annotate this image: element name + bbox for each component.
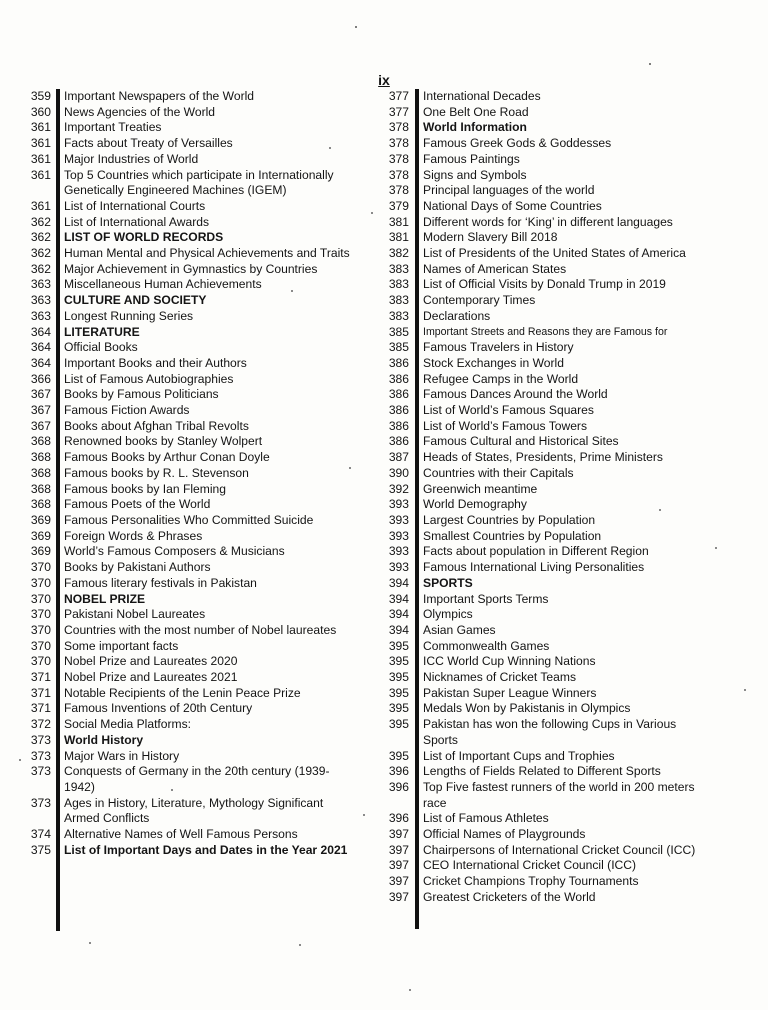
entry-page-number: 386 <box>388 434 409 449</box>
entry-title: Famous Poets of the World <box>64 497 211 512</box>
toc-entry <box>382 293 712 309</box>
entry-title: News Agencies of the World <box>64 104 216 119</box>
toc-entry <box>20 152 360 168</box>
entry-page-number: 367 <box>30 387 51 402</box>
entry-title: Countries with their Capitals <box>423 465 574 480</box>
entry-title: Famous Travelers in History <box>423 340 574 355</box>
entry-page-number: 362 <box>30 230 51 245</box>
entry-title: Major Wars in History <box>64 748 180 763</box>
entry-title: Famous Inventions of 20th Century <box>64 701 253 716</box>
entry-page-number: 382 <box>388 246 409 261</box>
entry-page-number: 368 <box>30 481 51 496</box>
toc-entry <box>382 623 712 639</box>
entry-page-number: 364 <box>30 340 51 355</box>
entry-title: Famous Cultural and Historical Sites <box>423 434 619 449</box>
entry-page-number: 369 <box>30 544 51 559</box>
toc-left-list <box>20 89 360 858</box>
entry-page-number: 368 <box>30 450 51 465</box>
toc-entry <box>382 764 712 780</box>
column-divider-left <box>56 89 60 931</box>
entry-title: Pakistani Nobel Laureates <box>64 607 206 622</box>
toc-entry <box>20 544 360 560</box>
entry-title: List of Important Days and Dates in the Year 2021 <box>64 842 348 857</box>
entry-title: Famous International Living Personalities <box>423 560 645 575</box>
entry-title: Different words for ‘King’ in different languages <box>423 214 673 229</box>
entry-page-number: 373 <box>30 748 51 763</box>
entry-title: Important Newspapers of the World <box>64 89 255 103</box>
entry-page-number: 378 <box>388 151 409 166</box>
entry-title: Famous Paintings <box>423 151 520 166</box>
toc-entry <box>20 372 360 388</box>
entry-title: List of World’s Famous Squares <box>423 403 594 418</box>
entry-page-number: 395 <box>388 654 409 669</box>
toc-entry <box>382 277 712 293</box>
entry-page-number: 361 <box>30 198 51 213</box>
entry-page-number: 394 <box>388 622 409 637</box>
entry-title: Nobel Prize and Laureates 2020 <box>64 654 238 669</box>
entry-page-number: 386 <box>388 387 409 402</box>
entry-page-number: 381 <box>388 230 409 245</box>
entry-page-number: 396 <box>388 764 409 779</box>
entry-page-number: 370 <box>30 591 51 606</box>
toc-entry <box>382 544 712 560</box>
toc-entry <box>382 387 712 403</box>
toc-entry <box>20 843 360 859</box>
entry-page-number: 386 <box>388 371 409 386</box>
entry-title: Asian Games <box>423 622 496 637</box>
entry-page-number: 397 <box>388 889 409 904</box>
toc-entry <box>382 340 712 356</box>
toc-entry <box>382 419 712 435</box>
toc-entry <box>382 686 712 702</box>
entry-page-number: 369 <box>30 528 51 543</box>
toc-entry <box>20 403 360 419</box>
entry-page-number: 368 <box>30 465 51 480</box>
entry-title: Important Streets and Reasons they are Famous for <box>423 325 668 338</box>
entry-title: Stock Exchanges in World <box>423 355 564 370</box>
toc-entry <box>382 607 712 623</box>
entry-title: Renowned books by Stanley Wolpert <box>64 434 263 449</box>
toc-entry <box>382 843 712 859</box>
entry-title: Famous Fiction Awards <box>64 403 190 418</box>
entry-title: Famous Dances Around the World <box>423 387 608 402</box>
entry-page-number: 393 <box>388 544 409 559</box>
entry-title: List of Presidents of the United States of America <box>423 246 686 261</box>
entry-page-number: 393 <box>388 512 409 527</box>
entry-title: Greenwich meantime <box>423 481 538 496</box>
entry-title: Countries with the most number of Nobel laureates <box>64 622 337 637</box>
entry-page-number: 377 <box>388 104 409 119</box>
entry-page-number: 363 <box>30 293 51 308</box>
toc-entry <box>382 811 712 827</box>
toc-entry <box>382 654 712 670</box>
entry-title: LITERATURE <box>64 324 140 339</box>
toc-entry <box>20 450 360 466</box>
entry-page-number: 360 <box>30 104 51 119</box>
toc-entry <box>382 780 712 811</box>
entry-title: Official Names of Playgrounds <box>423 827 586 842</box>
toc-entry <box>382 592 712 608</box>
entry-title: Contemporary Times <box>423 293 536 308</box>
entry-page-number: 392 <box>388 481 409 496</box>
entry-page-number: 371 <box>30 670 51 685</box>
page-number-text: ix <box>378 72 390 88</box>
toc-entry <box>382 513 712 529</box>
entry-page-number: 359 <box>30 89 51 103</box>
toc-entry <box>20 639 360 655</box>
entry-title: Famous books by R. L. Stevenson <box>64 465 249 480</box>
entry-title: World History <box>64 732 144 747</box>
entry-title: Names of American States <box>423 261 567 276</box>
entry-title: Olympics <box>423 607 473 622</box>
entry-page-number: 370 <box>30 575 51 590</box>
entry-title: Nobel Prize and Laureates 2021 <box>64 670 238 685</box>
entry-page-number: 364 <box>30 355 51 370</box>
entry-title: Famous Greek Gods & Goddesses <box>423 136 612 151</box>
entry-page-number: 361 <box>30 151 51 166</box>
entry-title: Books by Pakistani Authors <box>64 560 211 575</box>
toc-entry <box>382 262 712 278</box>
toc-entry <box>382 152 712 168</box>
toc-right-column <box>382 89 712 906</box>
toc-entry <box>382 105 712 121</box>
entry-page-number: 383 <box>388 308 409 323</box>
entry-title: Facts about population in Different Region <box>423 544 649 559</box>
toc-entry <box>382 403 712 419</box>
entry-title: List of Famous Autobiographies <box>64 371 234 386</box>
entry-title: Notable Recipients of the Lenin Peace Prize <box>64 685 301 700</box>
entry-page-number: 390 <box>388 465 409 480</box>
entry-title: Famous literary festivals in Pakistan <box>64 575 257 590</box>
entry-page-number: 395 <box>388 717 409 732</box>
toc-entry <box>20 105 360 121</box>
entry-title: International Decades <box>423 89 541 103</box>
entry-title: Nicknames of Cricket Teams <box>423 670 577 685</box>
entry-title: Longest Running Series <box>64 308 194 323</box>
entry-page-number: 362 <box>30 214 51 229</box>
entry-page-number: 370 <box>30 638 51 653</box>
entry-page-number: 375 <box>30 842 51 857</box>
toc-entry <box>382 450 712 466</box>
entry-page-number: 386 <box>388 418 409 433</box>
entry-page-number: 367 <box>30 418 51 433</box>
entry-title: World’s Famous Composers & Musicians <box>64 544 285 559</box>
toc-entry <box>20 136 360 152</box>
entry-page-number: 370 <box>30 654 51 669</box>
toc-entry <box>382 529 712 545</box>
entry-title: Human Mental and Physical Achievements and Traits <box>64 246 350 261</box>
entry-title: CEO International Cricket Council (ICC) <box>423 858 637 873</box>
entry-title: Cricket Champions Trophy Tournaments <box>423 874 639 889</box>
entry-title: Social Media Platforms: <box>64 717 192 732</box>
toc-entry <box>382 858 712 874</box>
entry-page-number: 373 <box>30 764 51 779</box>
toc-entry <box>382 136 712 152</box>
toc-entry <box>382 120 712 136</box>
toc-right-list <box>382 89 712 906</box>
toc-entry <box>20 230 360 246</box>
entry-title: Important Treaties <box>64 120 162 135</box>
toc-entry <box>20 356 360 372</box>
toc-entry <box>382 183 712 199</box>
entry-title: Top 5 Countries which participate in Internationally Genetically Engineered Machines (IGEM) <box>64 167 334 198</box>
entry-page-number: 369 <box>30 512 51 527</box>
toc-entry <box>20 199 360 215</box>
entry-page-number: 377 <box>388 89 409 103</box>
entry-page-number: 362 <box>30 246 51 261</box>
entry-title: LIST OF WORLD RECORDS <box>64 230 224 245</box>
entry-title: ICC World Cup Winning Nations <box>423 654 596 669</box>
toc-entry <box>20 293 360 309</box>
entry-page-number: 394 <box>388 575 409 590</box>
toc-entry <box>382 434 712 450</box>
entry-title: Pakistan has won the following Cups in Various Sports <box>423 717 677 747</box>
toc-entry <box>20 120 360 136</box>
entry-page-number: 370 <box>30 560 51 575</box>
toc-entry <box>20 215 360 231</box>
toc-entry <box>20 764 360 795</box>
toc-entry <box>382 560 712 576</box>
toc-entry <box>382 466 712 482</box>
entry-title: Major Achievement in Gymnastics by Countries <box>64 261 318 276</box>
toc-entry <box>382 325 712 341</box>
toc-entry <box>20 827 360 843</box>
toc-entry <box>382 168 712 184</box>
entry-page-number: 385 <box>388 340 409 355</box>
entry-page-number: 373 <box>30 732 51 747</box>
toc-entry <box>382 497 712 513</box>
entry-page-number: 381 <box>388 214 409 229</box>
toc-entry <box>382 576 712 592</box>
entry-page-number: 367 <box>30 403 51 418</box>
toc-entry <box>20 733 360 749</box>
entry-page-number: 397 <box>388 874 409 889</box>
toc-left-column <box>20 89 360 858</box>
entry-page-number: 362 <box>30 261 51 276</box>
entry-title: One Belt One Road <box>423 104 529 119</box>
entry-title: Alternative Names of Well Famous Persons <box>64 827 298 842</box>
entry-title: List of Famous Athletes <box>423 811 549 826</box>
entry-title: List of Important Cups and Trophies <box>423 748 615 763</box>
entry-title: Declarations <box>423 308 491 323</box>
entry-page-number: 378 <box>388 136 409 151</box>
entry-title: Famous Books by Arthur Conan Doyle <box>64 450 270 465</box>
toc-entry <box>20 89 360 105</box>
toc-entry <box>20 607 360 623</box>
entry-title: Refugee Camps in the World <box>423 371 579 386</box>
toc-entry <box>382 309 712 325</box>
entry-page-number: 363 <box>30 308 51 323</box>
entry-title: Largest Countries by Population <box>423 512 596 527</box>
toc-entry <box>20 325 360 341</box>
entry-title: World Demography <box>423 497 527 512</box>
entry-page-number: 394 <box>388 607 409 622</box>
entry-page-number: 396 <box>388 779 409 794</box>
entry-title: Medals Won by Pakistanis in Olympics <box>423 701 631 716</box>
entry-title: Famous books by Ian Fleming <box>64 481 226 496</box>
column-divider-right <box>415 89 419 929</box>
entry-page-number: 370 <box>30 622 51 637</box>
entry-title: Books about Afghan Tribal Revolts <box>64 418 249 433</box>
entry-title: Ages in History, Literature, Mythology Significant Armed Conflicts <box>64 795 324 826</box>
entry-page-number: 397 <box>388 842 409 857</box>
toc-entry <box>382 230 712 246</box>
entry-title: SPORTS <box>423 575 473 590</box>
page-number <box>0 72 768 88</box>
toc-entry <box>382 356 712 372</box>
toc-entry <box>20 168 360 199</box>
toc-entry <box>382 89 712 105</box>
entry-page-number: 397 <box>388 827 409 842</box>
toc-entry <box>382 670 712 686</box>
toc-entry <box>20 466 360 482</box>
toc-entry <box>20 576 360 592</box>
entry-title: List of Official Visits by Donald Trump in 2019 <box>423 277 666 292</box>
entry-page-number: 383 <box>388 277 409 292</box>
entry-title: Signs and Symbols <box>423 167 527 182</box>
toc-entry <box>20 560 360 576</box>
entry-title: Official Books <box>64 340 138 355</box>
entry-title: Miscellaneous Human Achievements <box>64 277 262 292</box>
toc-entry <box>20 419 360 435</box>
entry-title: Commonwealth Games <box>423 638 550 653</box>
entry-page-number: 373 <box>30 795 51 810</box>
toc-entry <box>20 623 360 639</box>
toc-entry <box>20 796 360 827</box>
entry-page-number: 397 <box>388 858 409 873</box>
entry-title: World Information <box>423 120 527 135</box>
entry-title: List of World’s Famous Towers <box>423 418 587 433</box>
toc-entry <box>20 246 360 262</box>
entry-page-number: 395 <box>388 701 409 716</box>
toc-entry <box>382 246 712 262</box>
entry-title: Major Industries of World <box>64 151 199 166</box>
entry-page-number: 393 <box>388 528 409 543</box>
toc-entry <box>20 262 360 278</box>
entry-title: Foreign Words & Phrases <box>64 528 203 543</box>
entry-page-number: 393 <box>388 560 409 575</box>
toc-entry <box>20 513 360 529</box>
entry-title: Pakistan Super League Winners <box>423 685 597 700</box>
toc-entry <box>382 639 712 655</box>
toc-entry <box>20 497 360 513</box>
entry-page-number: 394 <box>388 591 409 606</box>
entry-page-number: 396 <box>388 811 409 826</box>
entry-page-number: 371 <box>30 701 51 716</box>
entry-page-number: 386 <box>388 355 409 370</box>
toc-entry <box>20 717 360 733</box>
entry-page-number: 383 <box>388 261 409 276</box>
entry-page-number: 363 <box>30 277 51 292</box>
toc-entry <box>382 749 712 765</box>
entry-title: Conquests of Germany in the 20th century (1939-1942) <box>64 764 330 794</box>
toc-entry <box>20 387 360 403</box>
entry-title: Important Sports Terms <box>423 591 549 606</box>
entry-page-number: 368 <box>30 497 51 512</box>
entry-page-number: 387 <box>388 450 409 465</box>
toc-entry <box>20 670 360 686</box>
toc-entry <box>20 309 360 325</box>
entry-page-number: 385 <box>388 324 409 339</box>
entry-page-number: 379 <box>388 198 409 213</box>
toc-entry <box>382 372 712 388</box>
entry-page-number: 361 <box>30 120 51 135</box>
toc-entry <box>20 482 360 498</box>
entry-title: NOBEL PRIZE <box>64 591 146 606</box>
toc-entry <box>382 827 712 843</box>
entry-page-number: 371 <box>30 685 51 700</box>
entry-page-number: 370 <box>30 607 51 622</box>
entry-page-number: 364 <box>30 324 51 339</box>
toc-entry <box>382 199 712 215</box>
toc-entry <box>20 749 360 765</box>
entry-page-number: 395 <box>388 748 409 763</box>
entry-page-number: 368 <box>30 434 51 449</box>
entry-page-number: 361 <box>30 167 51 182</box>
entry-page-number: 393 <box>388 497 409 512</box>
entry-title: CULTURE AND SOCIETY <box>64 293 207 308</box>
entry-title: Principal languages of the world <box>423 183 595 198</box>
toc-entry <box>20 654 360 670</box>
toc-entry <box>382 717 712 748</box>
toc-entry <box>20 686 360 702</box>
entry-title: List of International Awards <box>64 214 209 229</box>
toc-entry <box>382 874 712 890</box>
entry-title: National Days of Some Countries <box>423 198 602 213</box>
entry-page-number: 372 <box>30 717 51 732</box>
entry-page-number: 395 <box>388 638 409 653</box>
entry-page-number: 378 <box>388 120 409 135</box>
entry-title: Important Books and their Authors <box>64 355 247 370</box>
entry-page-number: 395 <box>388 670 409 685</box>
toc-entry <box>382 890 712 906</box>
entry-title: Famous Personalities Who Committed Suicide <box>64 512 314 527</box>
toc-entry <box>20 340 360 356</box>
entry-page-number: 374 <box>30 827 51 842</box>
entry-page-number: 383 <box>388 293 409 308</box>
entry-page-number: 366 <box>30 371 51 386</box>
entry-title: Some important facts <box>64 638 179 653</box>
toc-entry <box>20 701 360 717</box>
entry-title: Top Five fastest runners of the world in 200 meters race <box>423 779 695 810</box>
entry-title: Smallest Countries by Population <box>423 528 602 543</box>
entry-page-number: 386 <box>388 403 409 418</box>
toc-entry <box>20 277 360 293</box>
toc-entry <box>382 482 712 498</box>
entry-page-number: 378 <box>388 183 409 198</box>
toc-entry <box>20 529 360 545</box>
entry-title: Greatest Cricketers of the World <box>423 889 596 904</box>
entry-title: Lengths of Fields Related to Different Sports <box>423 764 661 779</box>
toc-entry <box>20 434 360 450</box>
entry-title: List of International Courts <box>64 198 206 213</box>
entry-page-number: 378 <box>388 167 409 182</box>
entry-title: Books by Famous Politicians <box>64 387 219 402</box>
entry-page-number: 395 <box>388 685 409 700</box>
toc-entry <box>382 215 712 231</box>
entry-title: Facts about Treaty of Versailles <box>64 136 233 151</box>
toc-entry <box>20 592 360 608</box>
entry-title: Chairpersons of International Cricket Council (ICC) <box>423 842 696 857</box>
entry-page-number: 361 <box>30 136 51 151</box>
entry-title: Heads of States, Presidents, Prime Ministers <box>423 450 663 465</box>
toc-entry <box>382 701 712 717</box>
entry-title: Modern Slavery Bill 2018 <box>423 230 558 245</box>
